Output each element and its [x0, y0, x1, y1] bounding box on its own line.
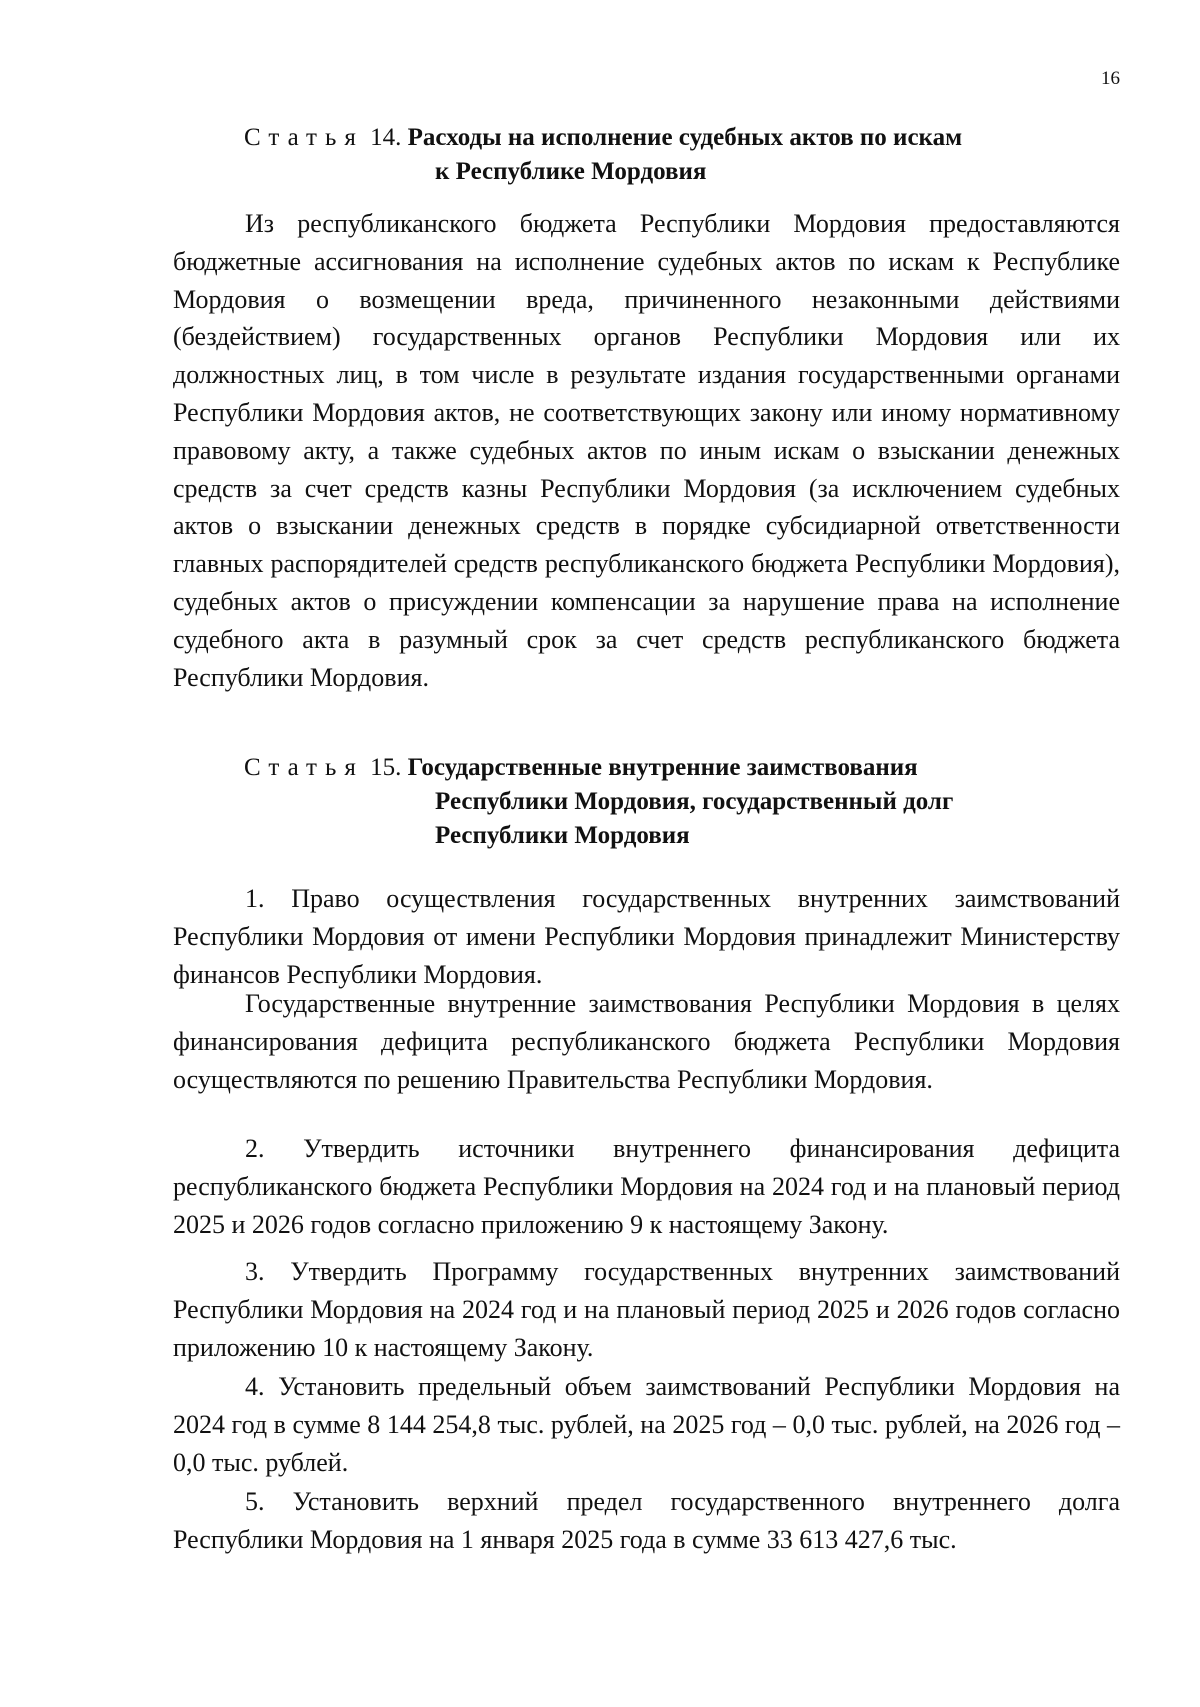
article-15-paragraph-3: 2. Утвердить источники внутреннего финансирования дефицита республиканского бюджета Республики Мордовия на 2024 год и на плановый период 2025 и 2026 годов согласно приложению 9 к настоящему Закону.: [173, 1134, 1120, 1239]
article-15-number: 15.: [370, 754, 402, 781]
article-14-heading-line2: к Республике Мордовия: [435, 158, 707, 185]
article-14-number: 14.: [370, 124, 402, 151]
article-14-title: [244, 121, 962, 189]
article-15-paragraph-5: 4. Установить предельный объем заимствований Республики Мордовия на 2024 год в сумме 8 144 254,8 тыс. рублей, на 2025 год – 0,0 тыс. рублей, на 2026 год – 0,0 тыс. рублей.: [173, 1372, 1120, 1477]
article-15-heading-line3: Республики Мордовия: [435, 822, 690, 849]
article-15-paragraph-2: Государственные внутренние заимствования Республики Мордовия в целях финансирования дефицита республиканского бюджета Республики Мордовия осуществляются по решению Правительства Республики Мордовия.: [173, 989, 1120, 1094]
article-15-label: Статья: [244, 754, 364, 781]
article-15-heading-line2: Республики Мордовия, государственный долг: [435, 788, 954, 815]
article-14-paragraph: Из республиканского бюджета Республики Мордовия предоставляются бюджетные ассигнования на исполнение судебных актов по искам к Республике Мордовия о возмещении вреда, причиненного незаконными действиями (бездействием) государственных органов Республики Мордовия или их должностных лиц, в том числе в результате издания государственными органами Республики Мордовия актов, не соответствующих закону или иному нормативному правовому акту, а также судебных актов по иным искам о взыскании денежных средств за счет средств казны Республики Мордовия (за исключением судебных актов о взыскании денежных средств в порядке субсидиарной ответственности главных распорядителей средств республиканского бюджета Республики Мордовия), судебных актов о присуждении компенсации за нарушение права на исполнение судебного акта в разумный срок за счет средств республиканского бюджета Республики Мордовия.: [173, 209, 1120, 692]
page-number: 16: [1101, 68, 1120, 89]
article-15-heading-line1: Государственные внутренние заимствования: [407, 754, 918, 781]
article-15-paragraph-4: 3. Утвердить Программу государственных внутренних заимствований Республики Мордовия на 2024 год и на плановый период 2025 и 2026 годов согласно приложению 10 к настоящему Закону.: [173, 1257, 1120, 1362]
article-14-label: Статья: [244, 124, 364, 151]
article-15-title: [244, 751, 953, 853]
article-15-paragraph-6: 5. Установить верхний предел государственного внутреннего долга Республики Мордовия на 1 января 2025 года в сумме 33 613 427,6 тыс.: [173, 1487, 1120, 1554]
article-14-heading-line1: Расходы на исполнение судебных актов по искам: [407, 124, 963, 151]
article-15-paragraph-1: 1. Право осуществления государственных внутренних заимствований Республики Мордовия от имени Республики Мордовия принадлежит Министерству финансов Республики Мордовия.: [173, 884, 1120, 989]
